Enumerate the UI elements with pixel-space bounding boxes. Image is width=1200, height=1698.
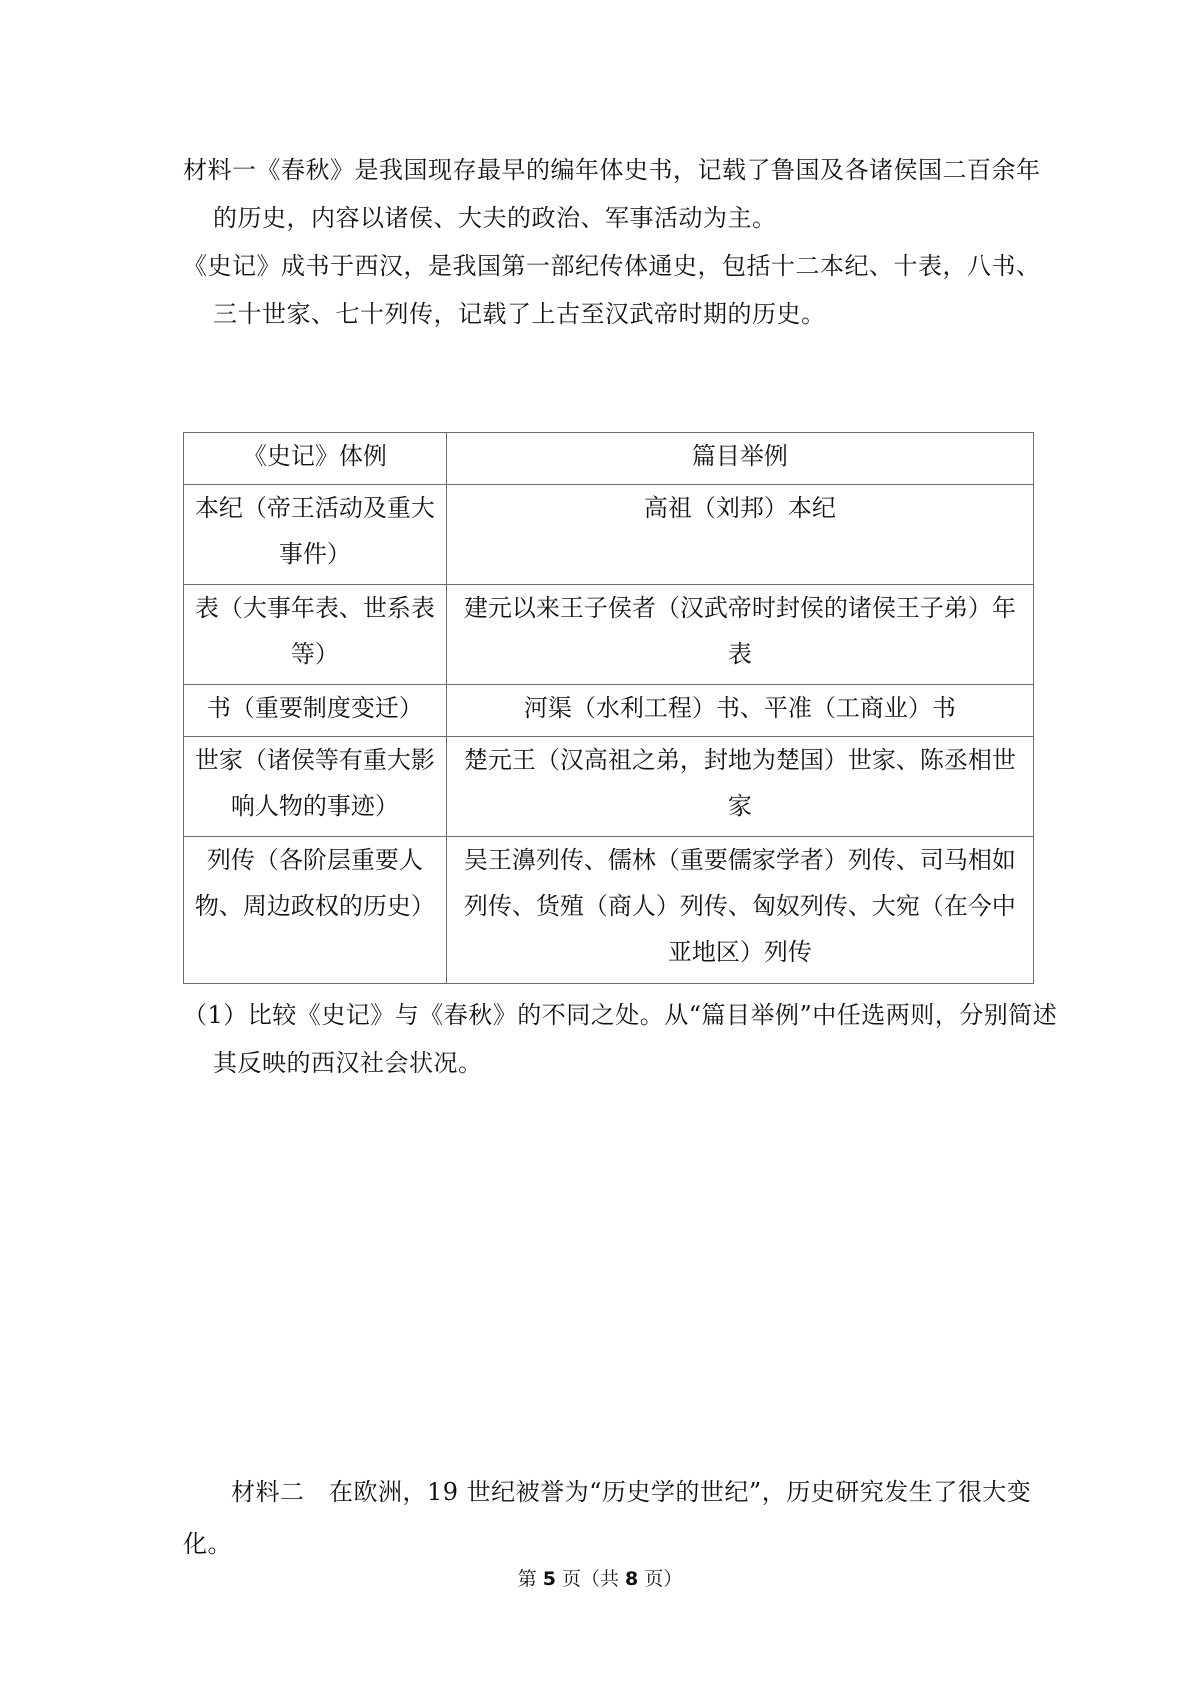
- table-cell-example: 吴王濞列传、儒林（重要儒家学者）列传、司马相如列传、货殖（商人）列传、匈奴列传、大宛（在今中亚地区）列传: [446, 837, 1033, 984]
- table-row: [184, 685, 1034, 737]
- footer-prefix: 第: [517, 1568, 537, 1590]
- question-1: （1）比较《史记》与《春秋》的不同之处。从“篇目举例”中任选两则，分别简述其反映的西汉社会状况。: [183, 1001, 1058, 1077]
- table-row: [184, 837, 1034, 984]
- table-header-cell: 篇目举例: [446, 433, 1033, 485]
- shiji-format-table: [183, 432, 1034, 984]
- table-cell-format: 本纪（帝王活动及重大事件）: [184, 485, 447, 585]
- footer-middle: 页（共: [561, 1568, 619, 1590]
- table-cell-example: 河渠（水利工程）书、平准（工商业）书: [446, 685, 1033, 737]
- material2-paragraph: 材料二 在欧洲，19 世纪被誉为“历史学的世纪”，历史研究发生了很大变化。: [183, 1478, 1032, 1558]
- table-row: [184, 585, 1034, 685]
- table-cell-format: 列传（各阶层重要人物、周边政权的历史）: [184, 837, 447, 984]
- table-cell-format: 书（重要制度变迁）: [184, 685, 447, 737]
- table-row: [184, 485, 1034, 585]
- table-cell-format: 表（大事年表、世系表等）: [184, 585, 447, 685]
- footer-suffix: 页）: [644, 1568, 683, 1590]
- material1-paragraph2: 《史记》成书于西汉，是我国第一部纪传体通史，包括十二本纪、十表，八书、三十世家、七十列传，记载了上古至汉武帝时期的历史。: [183, 252, 1041, 328]
- table-cell-example: 高祖（刘邦）本纪: [446, 485, 1033, 585]
- table-header-cell: 《史记》体例: [184, 433, 447, 485]
- table-header-row: [184, 433, 1034, 485]
- material1-paragraph1: 材料一《春秋》是我国现存最早的编年体史书，记载了鲁国及各诸侯国二百余年的历史，内容以诸侯、大夫的政治、军事活动为主。: [183, 156, 1041, 232]
- table-row: [184, 737, 1034, 837]
- footer-total-pages: 8: [625, 1568, 639, 1590]
- page-footer: [0, 1564, 1200, 1591]
- table-cell-example: 建元以来王子侯者（汉武帝时封侯的诸侯王子弟）年表: [446, 585, 1033, 685]
- table-cell-example: 楚元王（汉高祖之弟，封地为楚国）世家、陈丞相世家: [446, 737, 1033, 837]
- footer-page-number: 5: [542, 1568, 556, 1590]
- table-cell-format: 世家（诸侯等有重大影响人物的事迹）: [184, 737, 447, 837]
